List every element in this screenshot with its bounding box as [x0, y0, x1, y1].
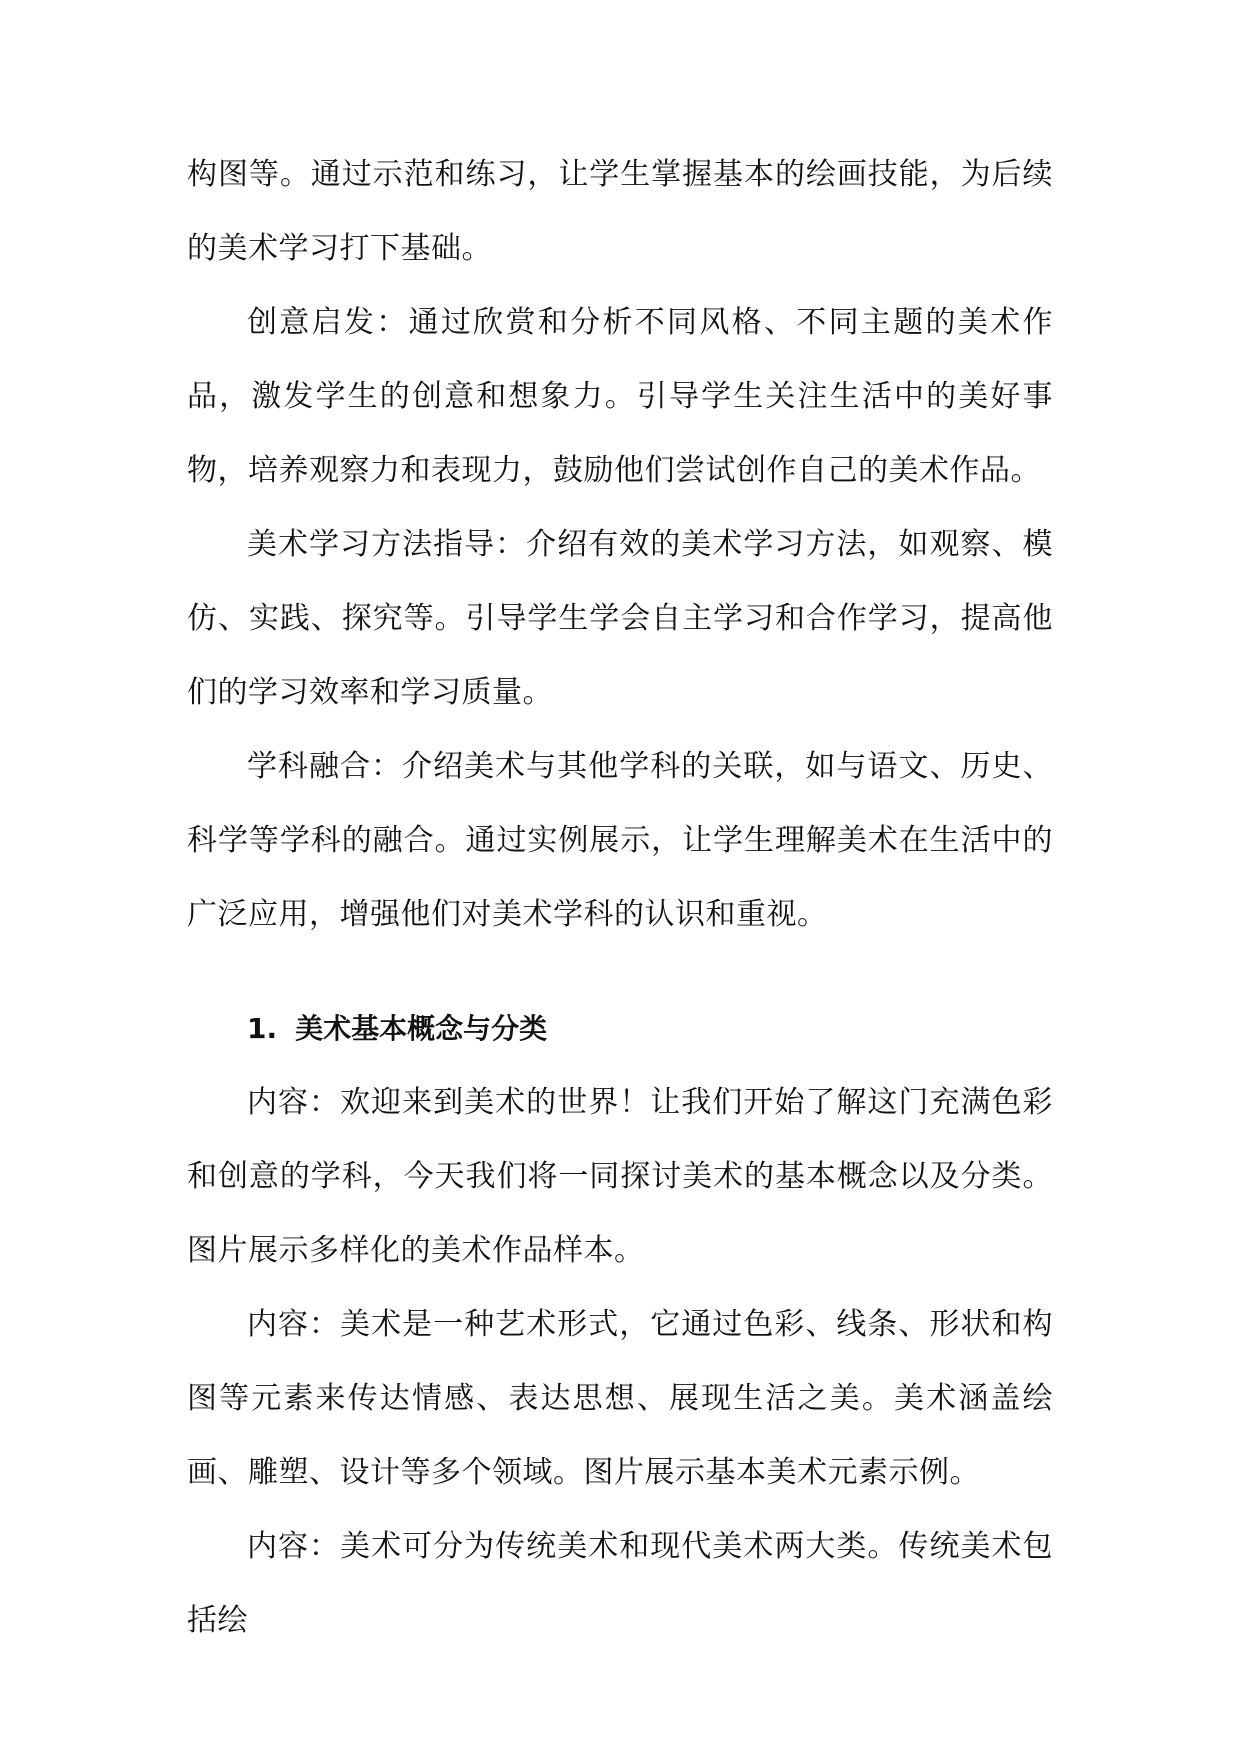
paragraph-subject-integration: 学科融合：介绍美术与其他学科的关联，如与语文、历史、科学等学科的融合。通过实例展示，让学生理解美术在生活中的广泛应用，增强他们对美术学科的认识和重视。: [187, 749, 1053, 932]
section-heading: [187, 992, 1053, 1066]
section-number: 1.: [247, 1012, 278, 1045]
paragraph-art-classification: 内容：美术可分为传统美术和现代美术两大类。传统美术包括绘: [187, 1529, 1053, 1638]
document-body: [187, 138, 1053, 1658]
section-spacer: [187, 952, 1053, 992]
section-title: 美术基本概念与分类: [295, 1012, 548, 1045]
paragraph-art-definition: 内容：美术是一种艺术形式，它通过色彩、线条、形状和构图等元素来传达情感、表达思想、展现生活之美。美术涵盖绘画、雕塑、设计等多个领域。图片展示基本美术元素示例。: [187, 1307, 1053, 1490]
paragraph-drawing-basics-continued: 构图等。通过示范和练习，让学生掌握基本的绘画技能，为后续的美术学习打下基础。: [187, 157, 1053, 266]
paragraph-creative-inspiration: 创意启发：通过欣赏和分析不同风格、不同主题的美术作品，激发学生的创意和想象力。引导学生关注生活中的美好事物，培养观察力和表现力，鼓励他们尝试创作自己的美术作品。: [187, 305, 1053, 488]
paragraph-welcome-intro: 内容：欢迎来到美术的世界！让我们开始了解这门充满色彩和创意的学科，今天我们将一同探讨美术的基本概念以及分类。图片展示多样化的美术作品样本。: [187, 1085, 1053, 1268]
paragraph-learning-methods: 美术学习方法指导：介绍有效的美术学习方法，如观察、模仿、实践、探究等。引导学生学会自主学习和合作学习，提高他们的学习效率和学习质量。: [187, 527, 1053, 710]
